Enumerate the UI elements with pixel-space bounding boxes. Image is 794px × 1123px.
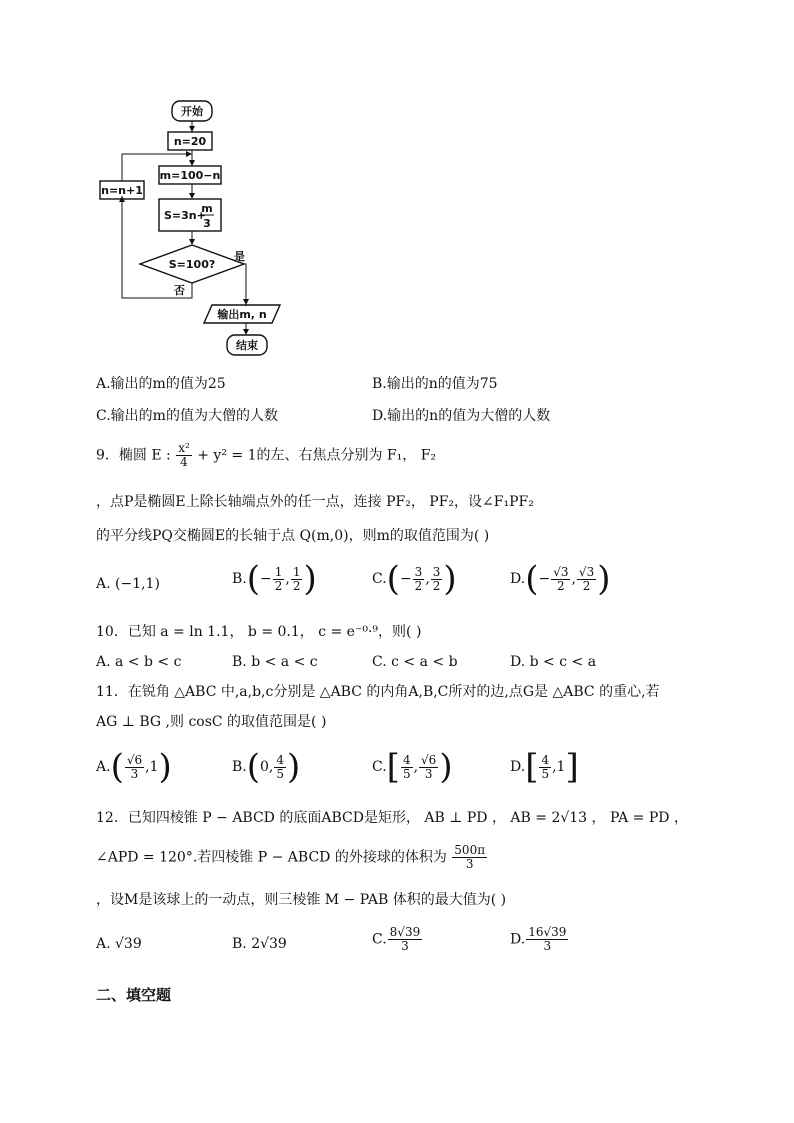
flow-no-label: 否 [174, 284, 185, 297]
q9-option-c: C.(− $\frac{3}{2}$ , $\frac{3}{2}$ ) [372, 559, 457, 599]
q10-option-b: B. b < a < c [232, 654, 318, 670]
q9-option-d: D.(− $\frac{√3}{2}$ , $\frac{√3}{2}$ ) [510, 559, 611, 599]
flow-s-den: 3 [203, 217, 211, 230]
q12-stem-line1: 12．已知四棱锥 P − ABCD 的底面ABCD是矩形， AB ⊥ PD ， AB = 2√13 ， PA = PD ， [96, 810, 688, 826]
q9-frac: $\frac{\text{x²}}{4}$ [178, 441, 190, 469]
q11-option-b: B.(0, $\frac{4}{5}$ ) [232, 747, 301, 787]
q10-option-d: D. b < c < a [510, 654, 597, 670]
q12-option-b: B. 2√39 [232, 936, 287, 952]
q10-option-c: C. c < a < b [372, 654, 458, 670]
q8-option-a: A.输出的m的值为25 [96, 376, 226, 392]
q11-option-c: C.[ $\frac{4}{5}$ , $\frac{√6}{3}$ ) [372, 747, 453, 787]
q11-option-d: D.[ $\frac{4}{5}$ ,1] [510, 747, 579, 787]
section-heading: 二、填空题 [96, 986, 172, 1004]
flowchart [96, 96, 296, 360]
q9-stem-line3: 的平分线PQ交椭圆E的长轴于点 Q(m,0)，则m的取值范围为( ) [96, 528, 490, 544]
q9-stem-b: + y² = 1的左、右焦点分别为 F₁， F₂ [197, 447, 437, 464]
q9-stem-line1 [96, 442, 436, 469]
flow-s-num: m [201, 202, 213, 215]
flow-decision-text: S=100? [168, 258, 216, 271]
q12-stem-line3: ，设M是该球上的一动点，则三棱锥 M − PAB 体积的最大值为( ) [96, 892, 507, 908]
q11-option-a: A.( $\frac{√6}{3}$ ,1) [96, 747, 172, 787]
flow-increment-text: n=n+1 [101, 184, 143, 197]
flow-m-text: m=100−n [159, 169, 221, 182]
q9-option-b: B.(− $\frac{1}{2}$ , $\frac{1}{2}$ ) [232, 559, 317, 599]
flow-yes-label: 是 [234, 250, 245, 263]
q8-option-b: B.输出的n的值为75 [372, 376, 498, 392]
q11-stem-line2: AG ⊥ BG ,则 cosC 的取值范围是( ) [96, 714, 327, 730]
flow-start-text: 开始 [181, 105, 203, 118]
q8-option-c: C.输出的m的值为大僧的人数 [96, 408, 278, 424]
q9-stem-line2: ，点P是椭圆E上除长轴端点外的任一点，连接 PF₂， PF₂，设∠F₁PF₂ [96, 494, 534, 510]
q10-stem: 10．已知 a = ln 1.1， b = 0.1， c = e⁻⁰·⁹，则( ) [96, 624, 422, 640]
q10-option-a: A. a < b < c [96, 654, 182, 670]
q12-option-d: D. $\frac{16√39}{3}$ [510, 925, 567, 953]
flow-output-text: 输出m, n [217, 308, 267, 321]
flow-init-text: n=20 [173, 135, 207, 148]
q8-option-d: D.输出的n的值为大僧的人数 [372, 408, 551, 424]
q12-option-c: C. $\frac{8√39}{3}$ [372, 925, 421, 953]
q12-stem-line2: ∠APD = 120°.若四棱锥 P − ABCD 的外接球的体积为 $\frac{500\pi}{3}$ [96, 843, 486, 871]
q9-option-a: A. (−1,1) [96, 576, 160, 592]
q11-stem-line1: 11．在锐角 △ABC 中,a,b,c分别是 △ABC 的内角A,B,C所对的边,点G是 △ABC 的重心,若 [96, 684, 660, 700]
flow-end-text: 结束 [236, 339, 258, 352]
flow-s-text: S=3n+ [164, 209, 206, 222]
q9-stem-a: 9．椭圆 E : [96, 447, 171, 464]
q12-option-a: A. √39 [96, 936, 142, 952]
